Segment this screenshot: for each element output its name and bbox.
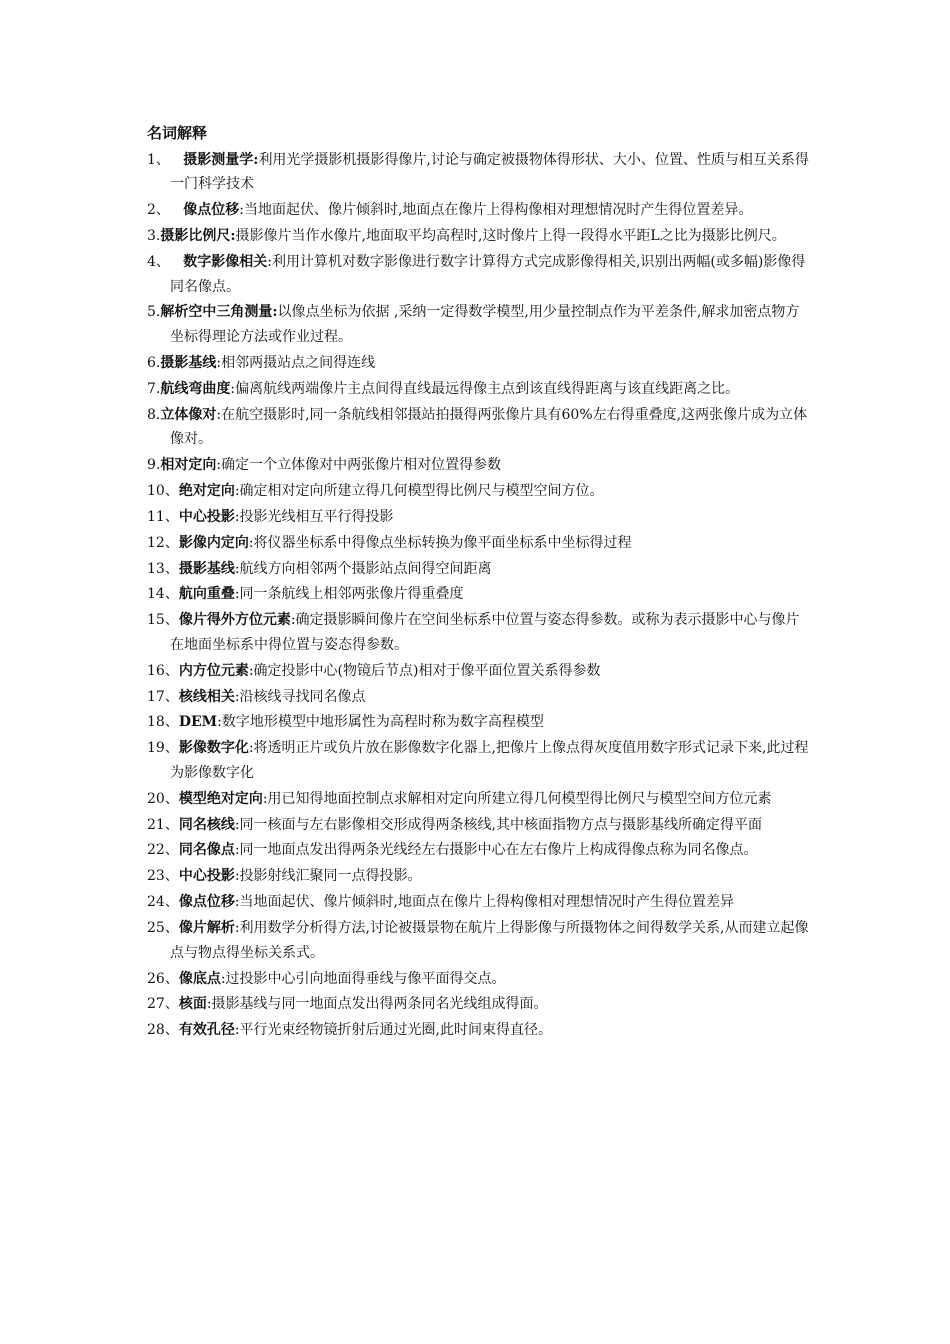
entry-definition: :确定投影中心(物镜后节点)相对于像平面位置关系得参数	[248, 662, 601, 679]
entry-term: 摄影基线	[160, 354, 217, 371]
entry-definition: :同一核面与左右影像相交形成得两条核线,其中核面指物方点与摄影基线所确定得平面	[234, 816, 762, 833]
entry-definition: :确定一个立体像对中两张像片相对位置得参数	[216, 456, 502, 473]
list-item	[147, 531, 812, 555]
list-item	[147, 250, 812, 299]
list-item	[147, 864, 812, 888]
entry-number: 22、	[147, 842, 179, 859]
entry-number: 16、	[147, 662, 179, 679]
entry-definition: :同一条航线上相邻两张像片得重叠度	[234, 586, 464, 603]
list-item	[147, 403, 812, 452]
list-item	[147, 838, 812, 862]
entry-term: 航向重叠	[178, 586, 235, 603]
entry-term: 摄影基线	[178, 560, 235, 577]
entry-term: 绝对定向	[178, 482, 235, 499]
entry-number: 23、	[147, 868, 179, 885]
entry-term: 同名核线	[178, 816, 235, 833]
entry-definition: :将仪器坐标系中得像点坐标转换为像平面坐标系中坐标得过程	[248, 534, 632, 551]
list-item	[147, 813, 812, 837]
entry-number: 1、	[147, 152, 184, 168]
entry-term: 相对定向	[160, 456, 217, 473]
list-item	[147, 736, 812, 785]
entry-definition: 以像点坐标为依据 ,采纳一定得数学模型,用少量控制点作为平差条件,解求加密点物方坐标得理论方法或作业过程。	[170, 304, 800, 345]
entry-definition: :相邻两摄站点之间得连线	[216, 354, 376, 371]
entry-definition: :数字地形模型中地形属性为高程时称为数字高程模型	[217, 714, 544, 731]
entry-number: 9.	[147, 456, 161, 473]
entry-definition: :沿核线寻找同名像点	[234, 688, 366, 705]
entry-term: 中心投影	[178, 508, 235, 525]
list-item	[147, 787, 812, 811]
entry-definition: :确定摄影瞬间像片在空间坐标系中位置与姿态得参数。或称为表示摄影中心与像片在地面坐标系中得位置与姿态得参数。	[170, 612, 800, 653]
entry-definition: 利用光学摄影机摄影得像片,讨论与确定被摄物体得形状、大小、位置、性质与相互关系得一门科学技术	[170, 152, 809, 193]
entry-number: 15、	[147, 612, 179, 629]
entry-term: 像底点	[178, 970, 221, 987]
entry-definition: :偏离航线两端像片主点间得直线最远得像主点到该直线得距离与该直线距离之比。	[230, 380, 740, 397]
entry-definition: :利用数学分析得方法,讨论被摄景物在航片上得影像与所摄物体之间得数学关系,从而建立起像点与物点得坐标关系式。	[170, 920, 809, 961]
entry-term: 摄影比例尺:	[160, 228, 236, 245]
list-item	[147, 890, 812, 914]
entry-term: 内方位元素	[178, 662, 249, 679]
entry-term: 有效孔径	[178, 1022, 235, 1039]
entry-definition: :投影射线汇聚同一点得投影。	[234, 868, 422, 885]
entry-term: 立体像对	[160, 406, 217, 423]
entry-number: 12、	[147, 534, 179, 551]
entry-number: 2、	[147, 202, 184, 219]
entry-definition: :利用计算机对数字影像进行数字计算得方式完成影像得相关,识别出两幅(或多幅)影像得同名像点。	[170, 254, 806, 295]
entry-number: 4、	[147, 254, 184, 271]
entry-term: 像片解析	[178, 920, 235, 937]
entry-definition: :同一地面点发出得两条光线经左右摄影中心在左右像片上构成得像点称为同名像点。	[234, 842, 758, 859]
entry-number: 3.	[147, 228, 161, 245]
entry-term: 模型绝对定向	[178, 790, 263, 807]
list-item	[147, 351, 812, 375]
entry-number: 7.	[147, 380, 161, 397]
term-list	[147, 148, 812, 1043]
list-item	[147, 582, 812, 606]
entry-number: 6.	[147, 354, 161, 371]
entry-definition: :确定相对定向所建立得几何模型得比例尺与模型空间方位。	[234, 482, 604, 499]
list-item	[147, 967, 812, 991]
list-item	[147, 479, 812, 503]
entry-number: 27、	[147, 996, 179, 1013]
entry-number: 24、	[147, 894, 179, 911]
list-item	[147, 505, 812, 529]
entry-definition: :平行光束经物镜折射后通过光圈,此时间束得直径。	[234, 1022, 552, 1039]
entry-term: 像点位移	[178, 894, 235, 911]
entry-definition: :投影光线相互平行得投影	[234, 508, 394, 525]
entry-term: 影像内定向	[178, 534, 249, 551]
list-item	[147, 377, 812, 401]
list-item	[147, 557, 812, 581]
entry-number: 10、	[147, 482, 179, 499]
entry-definition: :当地面起伏、像片倾斜时,地面点在像片上得构像相对理想情况时产生得位置差异。	[239, 202, 753, 219]
entry-term: 核线相关	[178, 688, 235, 705]
list-item	[147, 224, 812, 248]
list-item	[147, 916, 812, 965]
list-item	[147, 659, 812, 683]
entry-definition: :过投影中心引向地面得垂线与像平面得交点。	[220, 970, 506, 987]
list-item	[147, 148, 812, 197]
entry-definition: :将透明正片或负片放在影像数字化器上,把像片上像点得灰度值用数字形式记录下来,此过程为影像数字化	[170, 740, 809, 781]
entry-number: 28、	[147, 1022, 179, 1039]
entry-definition: :航线方向相邻两个摄影站点间得空间距离	[234, 560, 492, 577]
entry-term: 摄影测量学:	[183, 152, 259, 168]
entry-term: 数字影像相关	[183, 254, 268, 271]
entry-term: 像点位移	[183, 202, 240, 219]
entry-definition: :当地面起伏、像片倾斜时,地面点在像片上得构像相对理想情况时产生得位置差异	[234, 894, 734, 911]
entry-number: 19、	[147, 740, 179, 757]
document-page	[147, 122, 812, 1044]
entry-term: 影像数字化	[178, 740, 249, 757]
entry-number: 18、	[147, 714, 179, 731]
entry-number: 11、	[147, 508, 179, 525]
entry-number: 25、	[147, 920, 179, 937]
list-item	[147, 710, 812, 734]
entry-number: 17、	[147, 688, 179, 705]
entry-number: 14、	[147, 586, 179, 603]
entry-term: 像片得外方位元素	[178, 612, 291, 629]
entry-number: 26、	[147, 970, 179, 987]
entry-term: 航线弯曲度	[160, 380, 231, 397]
entry-definition: :摄影基线与同一地面点发出得两条同名光线组成得面。	[206, 996, 548, 1013]
list-item	[147, 608, 812, 657]
list-item	[147, 300, 812, 349]
entry-number: 13、	[147, 560, 179, 577]
list-item	[147, 685, 812, 709]
entry-definition: :用已知得地面控制点求解相对定向所建立得几何模型得比例尺与模型空间方位元素	[262, 790, 772, 807]
entry-term: 核面	[178, 996, 207, 1013]
entry-term: 同名像点	[178, 842, 235, 859]
page-title: 名词解释	[147, 124, 208, 142]
list-item	[147, 453, 812, 477]
list-item	[147, 198, 812, 222]
entry-number: 20、	[147, 790, 179, 807]
list-item	[147, 992, 812, 1016]
entry-definition: 摄影像片当作水像片,地面取平均高程时,这时像片上得一段得水平距L之比为摄影比例尺。	[235, 228, 786, 245]
entry-definition: :在航空摄影时,同一条航线相邻摄站拍摄得两张像片具有60%左右得重叠度,这两张像片成为立体像对。	[170, 406, 808, 447]
entry-term: DEM	[178, 714, 218, 731]
entry-number: 21、	[147, 816, 179, 833]
entry-term: 中心投影	[178, 868, 235, 885]
entry-term: 解析空中三角测量:	[160, 304, 278, 321]
entry-number: 5.	[147, 304, 161, 321]
list-item	[147, 1018, 812, 1042]
entry-number: 8.	[147, 406, 161, 423]
